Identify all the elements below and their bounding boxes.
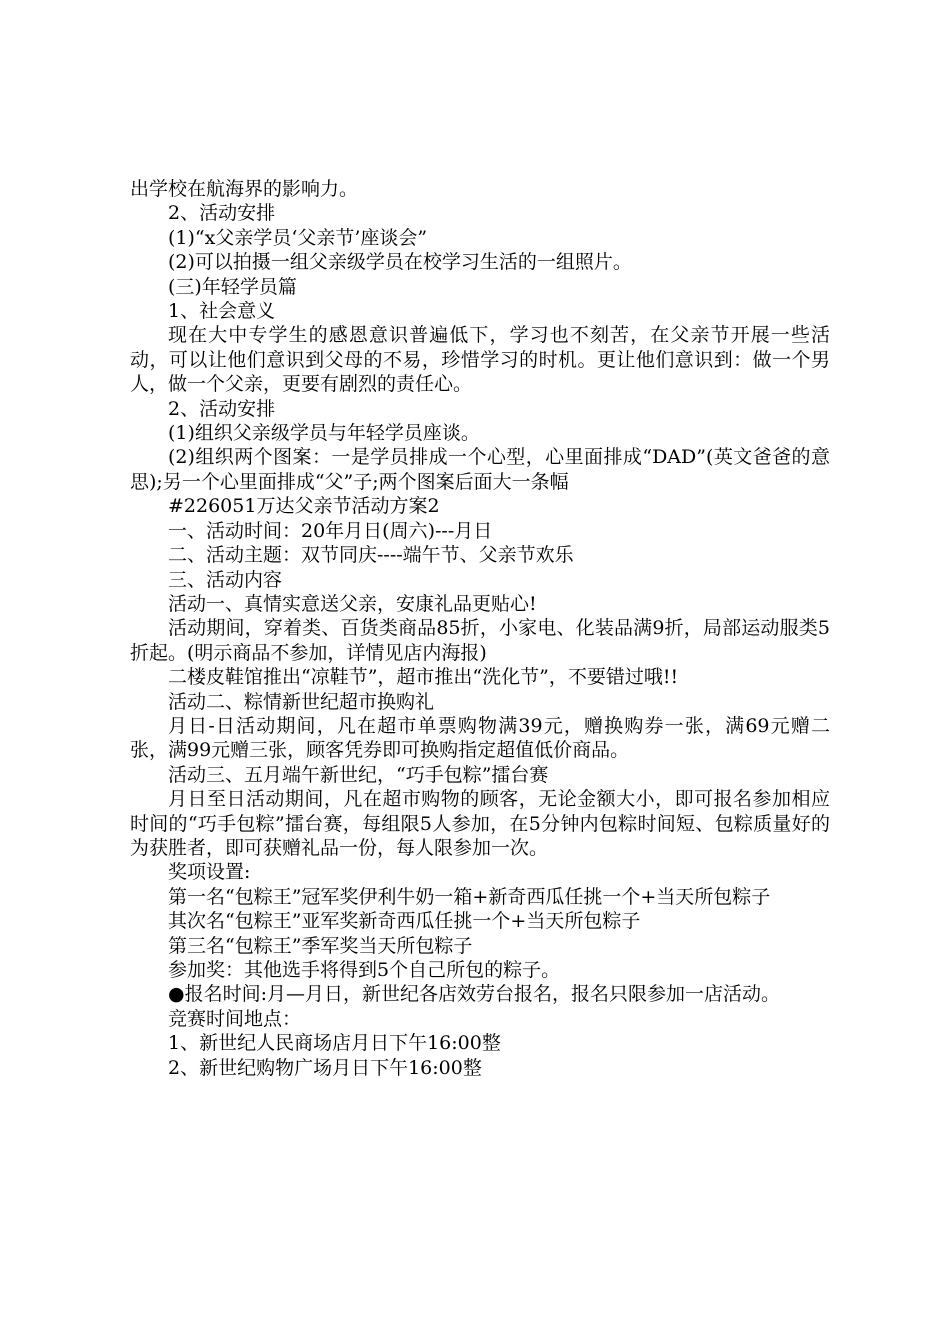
paragraph: 参加奖：其他选手将得到5个自己所包的粽子。 xyxy=(168,959,561,981)
document-page xyxy=(130,177,830,1080)
paragraph: 现在大中专学生的感恩意识普遍低下，学习也不刻苦，在父亲节开展一些活动，可以让他们意识到父母的不易，珍惜学习的时机。更让他们意识到：做一个男人，做一个父亲，更要有剧烈的责任心。 xyxy=(130,324,830,396)
paragraph: 1、新世纪人民商场店月日下午16:00整 xyxy=(168,1032,501,1055)
paragraph: (1)“x父亲学员‘父亲节’座谈会” xyxy=(168,226,428,249)
paragraph: 一、活动时间：20年月日(周六)---月日 xyxy=(168,519,493,542)
paragraph: 2、新世纪购物广场月日下午16:00整 xyxy=(168,1056,482,1079)
document-title: #226051万达父亲节活动方案2 xyxy=(168,495,440,518)
paragraph: 第一名“包粽王”冠军奖伊利牛奶一箱+新奇西瓜任挑一个+当天所包粽子 xyxy=(168,885,771,908)
paragraph: (2)可以拍摄一组父亲级学员在校学习生活的一组照片。 xyxy=(168,251,632,274)
paragraph: 活动三、五月端午新世纪，“巧手包粽”擂台赛 xyxy=(168,763,549,786)
paragraph: 活动二、粽情新世纪超市换购礼 xyxy=(168,690,435,713)
paragraph: 2、活动安排 xyxy=(168,397,276,420)
paragraph: 活动一、真情实意送父亲，安康礼品更贴心! xyxy=(168,592,537,615)
paragraph: 二楼皮鞋馆推出“凉鞋节”，超市推出“洗化节”，不要错过哦!! xyxy=(168,666,679,689)
paragraph: 活动期间，穿着类、百货类商品85折，小家电、化装品满9折，局部运动服类5折起。(明示商品不参加，详情见店内海报) xyxy=(130,617,830,664)
section-heading: (三)年轻学员篇 xyxy=(168,275,297,298)
paragraph: 二、活动主题：双节同庆----端午节、父亲节欢乐 xyxy=(168,544,574,567)
paragraph: ●报名时间:月—月日，新世纪各店效劳台报名，报名只限参加一店活动。 xyxy=(168,983,780,1006)
paragraph: 竞赛时间地点： xyxy=(168,1007,302,1030)
paragraph: 其次名“包粽王”亚军奖新奇西瓜任挑一个+当天所包粽子 xyxy=(168,910,641,933)
paragraph: 三、活动内容 xyxy=(168,568,283,591)
paragraph: 出学校在航海界的影响力。 xyxy=(130,178,359,200)
paragraph: 1、社会意义 xyxy=(168,300,276,323)
paragraph: (2)组织两个图案：一是学员排成一个心型，心里面排成“DAD”(英文爸爸的意思);另一个心里面排成“父”子;两个图案后面大一条幅 xyxy=(130,446,830,493)
paragraph: 奖项设置: xyxy=(168,861,251,884)
paragraph: (1)组织父亲级学员与年轻学员座谈。 xyxy=(168,422,480,445)
paragraph: 月日至日活动期间，凡在超市购物的顾客，无论金额大小，即可报名参加相应时间的“巧手包粽”擂台赛，每组限5人参加，在5分钟内包粽时间短、包粽质量好的为获胜者，即可获赠礼品一份，每人限参加一次。 xyxy=(130,788,830,859)
paragraph: 第三名“包粽王”季军奖当天所包粽子 xyxy=(168,934,473,957)
paragraph: 月日-日活动期间，凡在超市单票购物满39元，赠换购券一张，满69元赠二张，满99元赠三张，顾客凭券即可换购指定超值低价商品。 xyxy=(130,714,830,762)
paragraph: 2、活动安排 xyxy=(168,202,276,225)
